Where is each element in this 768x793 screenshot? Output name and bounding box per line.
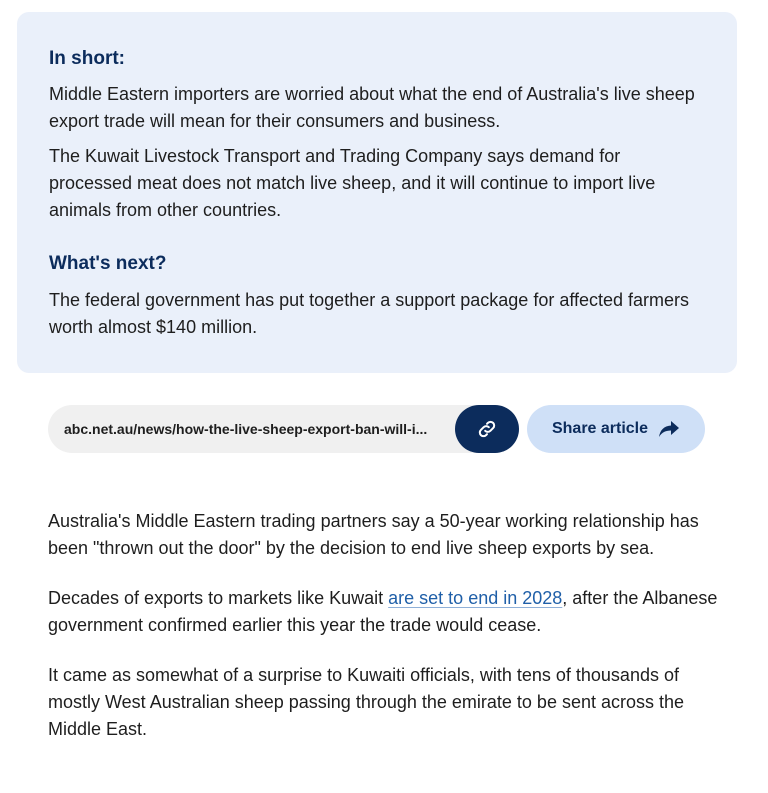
set-to-end-2028-link[interactable]: are set to end in 2028 [388,588,563,608]
share-article-button[interactable] [527,405,705,453]
article-paragraph-2-end: , after the Albanese government confirmed earlier this year the trade would cease. [48,588,718,635]
article-paragraph-3: It came as somewhat of a surprise to Kuwaiti officials, with tens of thousands of mostly West Australian sheep passing through the emirate to be sent across the Middle East. [48,665,685,739]
article-paragraph-2 [48,585,728,639]
in-short-heading: In short: [49,48,125,69]
whats-next-paragraph: The federal government has put together a support package for affected farmers worth almost $140 million. [49,290,690,337]
key-points-box [17,12,737,373]
link-icon [476,418,498,440]
article-body [48,508,728,766]
in-short-paragraph-2: The Kuwait Livestock Transport and Trading Company says demand for processed meat does not match live sheep, and it will continue to import live animals from other countries. [49,146,656,220]
article-url-field[interactable] [48,405,518,453]
article-url-text: abc.net.au/news/how-the-live-sheep-export-ban-will-i... [64,421,428,437]
share-article-label: Share article [551,420,649,437]
article-paragraph-2-start: Decades of exports to markets like Kuwait [48,588,389,608]
copy-link-button[interactable] [455,405,519,453]
share-bar [48,405,708,453]
article-paragraph-1: Australia's Middle Eastern trading partners say a 50-year working relationship has been "thrown out the door" by the decision to end live sheep exports by sea. [48,511,699,558]
whats-next-heading: What's next? [49,253,167,274]
in-short-paragraph-1: Middle Eastern importers are worried about what the end of Australia's live sheep export trade will mean for their consumers and business. [49,84,695,131]
share-arrow-icon [658,420,680,438]
